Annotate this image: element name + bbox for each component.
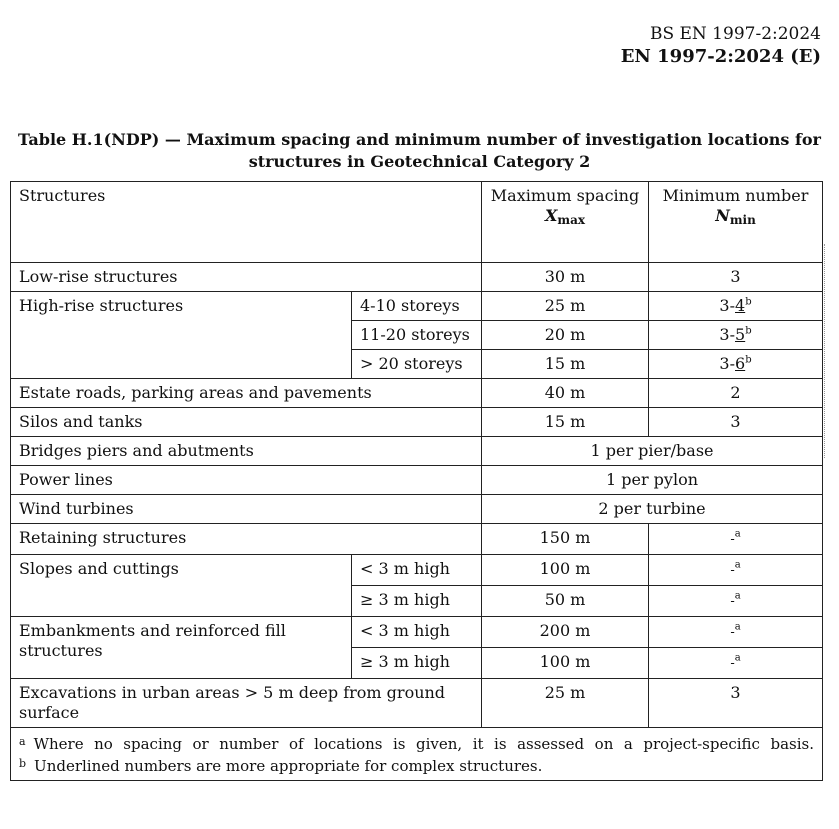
number-cell: 3	[649, 263, 823, 292]
spacing-cell: 100 m	[482, 555, 649, 586]
row-label: High-rise structures	[11, 292, 352, 379]
table-caption-line-1: Table H.1(NDP) — Maximum spacing and minimum number of investigation locations for	[18, 130, 821, 149]
footnote-b: $^b$ Underlined numbers are more appropriate for complex structures.	[19, 757, 543, 775]
spacing-cell: 15 m	[482, 350, 649, 379]
table-row	[11, 555, 823, 586]
spacing-cell: 25 m	[482, 292, 649, 321]
header-structures: Structures	[11, 182, 482, 263]
table-row	[11, 292, 823, 321]
footnote-a: $^a$ Where no spacing or number of locations is given, it is assessed on a project-specific basis.	[19, 735, 814, 753]
table-row	[11, 466, 823, 495]
number-cell: -$^a$	[649, 648, 823, 679]
number-cell: 3-5$^b$	[649, 321, 823, 350]
row-label: Retaining structures	[11, 524, 482, 555]
number-cell: 2	[649, 379, 823, 408]
table-row	[11, 379, 823, 408]
change-bar-mark	[824, 244, 828, 458]
table-header-row	[11, 182, 823, 263]
header-maximum-spacing	[482, 182, 649, 263]
row-label: Power lines	[11, 466, 482, 495]
number-cell: -$^a$	[649, 524, 823, 555]
header-maximum-spacing-label: Maximum spacing	[490, 186, 640, 205]
table-row	[11, 617, 823, 648]
sub-row-label: 4-10 storeys	[352, 292, 482, 321]
number-cell: 3	[649, 408, 823, 437]
spacing-cell: 150 m	[482, 524, 649, 555]
sub-row-label: < 3 m high	[352, 555, 482, 586]
number-cell: 3-4$^b$	[649, 292, 823, 321]
row-label: Low-rise structures	[11, 263, 482, 292]
xmax-symbol: $X_{max}$	[544, 206, 586, 227]
sub-row-label: ≥ 3 m high	[352, 648, 482, 679]
row-label: Excavations in urban areas > 5 m deep from ground surface	[11, 679, 482, 728]
sub-row-label: 11-20 storeys	[352, 321, 482, 350]
investigation-locations-table	[10, 181, 823, 781]
table-row	[11, 679, 823, 728]
number-cell: -$^a$	[649, 586, 823, 617]
table-row	[11, 408, 823, 437]
table-caption-line-2: structures in Geotechnical Category 2	[248, 152, 591, 171]
table-row	[11, 437, 823, 466]
merged-cell: 1 per pier/base	[482, 437, 823, 466]
spacing-cell: 40 m	[482, 379, 649, 408]
table-row	[11, 495, 823, 524]
merged-cell: 2 per turbine	[482, 495, 823, 524]
row-label: Embankments and reinforced fill structures	[11, 617, 352, 679]
table-row	[11, 263, 823, 292]
spacing-cell: 200 m	[482, 617, 649, 648]
spacing-cell: 30 m	[482, 263, 649, 292]
number-cell: 3	[649, 679, 823, 728]
sub-row-label: < 3 m high	[352, 617, 482, 648]
table-caption	[0, 129, 839, 173]
table-row	[11, 524, 823, 555]
number-cell: 3-6$^b$	[649, 350, 823, 379]
sub-row-label: ≥ 3 m high	[352, 586, 482, 617]
table-notes-row	[11, 728, 823, 781]
merged-cell: 1 per pylon	[482, 466, 823, 495]
number-cell: -$^a$	[649, 617, 823, 648]
row-label: Wind turbines	[11, 495, 482, 524]
spacing-cell: 15 m	[482, 408, 649, 437]
header-minimum-number-label: Minimum number	[662, 186, 809, 205]
number-cell: -$^a$	[649, 555, 823, 586]
table-notes	[11, 728, 823, 781]
document-standard-number: BS EN 1997-2:2024	[649, 24, 821, 44]
spacing-cell: 50 m	[482, 586, 649, 617]
row-label: Bridges piers and abutments	[11, 437, 482, 466]
spacing-cell: 25 m	[482, 679, 649, 728]
row-label: Estate roads, parking areas and pavements	[11, 379, 482, 408]
row-label: Silos and tanks	[11, 408, 482, 437]
sub-row-label: > 20 storeys	[352, 350, 482, 379]
spacing-cell: 20 m	[482, 321, 649, 350]
row-label: Slopes and cuttings	[11, 555, 352, 617]
nmin-symbol: $N_{min}$	[715, 206, 756, 227]
spacing-cell: 100 m	[482, 648, 649, 679]
document-edition-number: EN 1997-2:2024 (E)	[620, 46, 821, 67]
header-minimum-number	[649, 182, 823, 263]
